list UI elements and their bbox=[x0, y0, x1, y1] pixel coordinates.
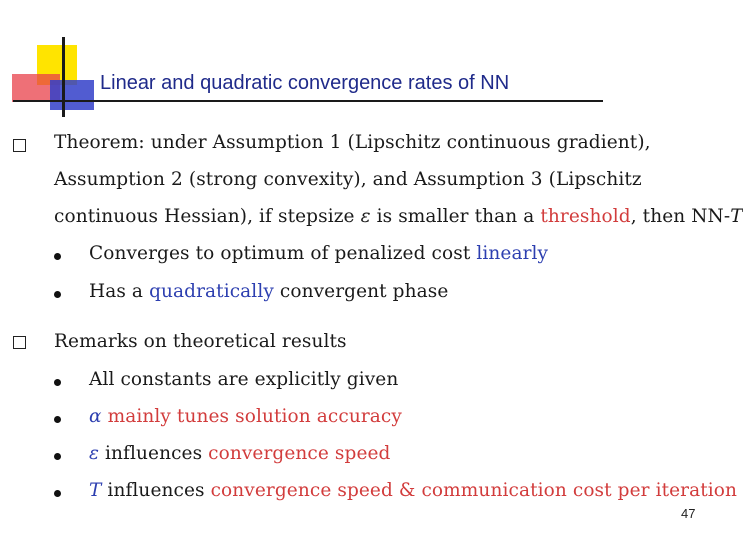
alpha-symbol: α bbox=[89, 406, 102, 427]
bullet-dot bbox=[54, 453, 61, 460]
bullet-dot bbox=[54, 379, 61, 386]
bullet-quadratic-phase bbox=[89, 281, 448, 302]
remarks-text: Remarks on theoretical results bbox=[54, 331, 347, 352]
logo-vertical-rule bbox=[62, 37, 65, 117]
title-underline-rule bbox=[13, 100, 603, 102]
threshold-highlight: threshold bbox=[540, 206, 631, 227]
theorem-text: Assumption 2 (strong convexity), and Assumption 3 (Lipschitz bbox=[54, 169, 642, 190]
theorem-text: Theorem: under Assumption 1 (Lipschitz continuous gradient), bbox=[54, 132, 651, 153]
bullet-text: Has a bbox=[89, 281, 150, 302]
bullet-T bbox=[89, 480, 737, 501]
bullet-text: All constants are explicitly given bbox=[89, 369, 399, 390]
bullet-linear-convergence bbox=[89, 243, 548, 264]
theorem-text: continuous Hessian), if stepsize bbox=[54, 206, 361, 227]
theorem-line-2 bbox=[54, 169, 642, 190]
theorem-text: , then NN- bbox=[630, 206, 731, 227]
bullet-text: convergent phase bbox=[273, 281, 449, 302]
theorem-line-3 bbox=[54, 206, 743, 227]
remarks-heading bbox=[54, 331, 347, 352]
bullet-epsilon bbox=[89, 443, 391, 464]
section-bullet-square bbox=[13, 139, 26, 152]
speed-and-cost-highlight: convergence speed & communication cost per iteration bbox=[210, 480, 738, 501]
bullet-dot bbox=[54, 416, 61, 423]
logo-blue-block bbox=[50, 80, 94, 110]
page-number: 47 bbox=[681, 506, 696, 521]
bullet-dot bbox=[54, 291, 61, 298]
bullet-text: influences bbox=[99, 443, 209, 464]
linearly-highlight: linearly bbox=[476, 243, 549, 264]
bullet-dot bbox=[54, 490, 61, 497]
bullet-text: influences bbox=[101, 480, 211, 501]
bullet-constants bbox=[89, 369, 398, 390]
epsilon-symbol: ε bbox=[360, 206, 371, 227]
bullet-dot bbox=[54, 253, 61, 260]
slide-title: Linear and quadratic convergence rates of NN bbox=[100, 72, 510, 94]
convergence-speed-highlight: convergence speed bbox=[208, 443, 391, 464]
theorem-text: is smaller than a bbox=[370, 206, 541, 227]
T-symbol: T bbox=[89, 480, 102, 501]
bullet-text: mainly tunes bbox=[101, 406, 236, 427]
theorem-line-1 bbox=[54, 132, 651, 153]
T-symbol: T bbox=[730, 206, 743, 227]
bullet-alpha bbox=[89, 406, 402, 427]
solution-accuracy-highlight: solution accuracy bbox=[235, 406, 402, 427]
quadratically-highlight: quadratically bbox=[149, 281, 274, 302]
section-bullet-square bbox=[13, 336, 26, 349]
bullet-text: Converges to optimum of penalized cost bbox=[89, 243, 477, 264]
epsilon-symbol: ε bbox=[89, 443, 100, 464]
